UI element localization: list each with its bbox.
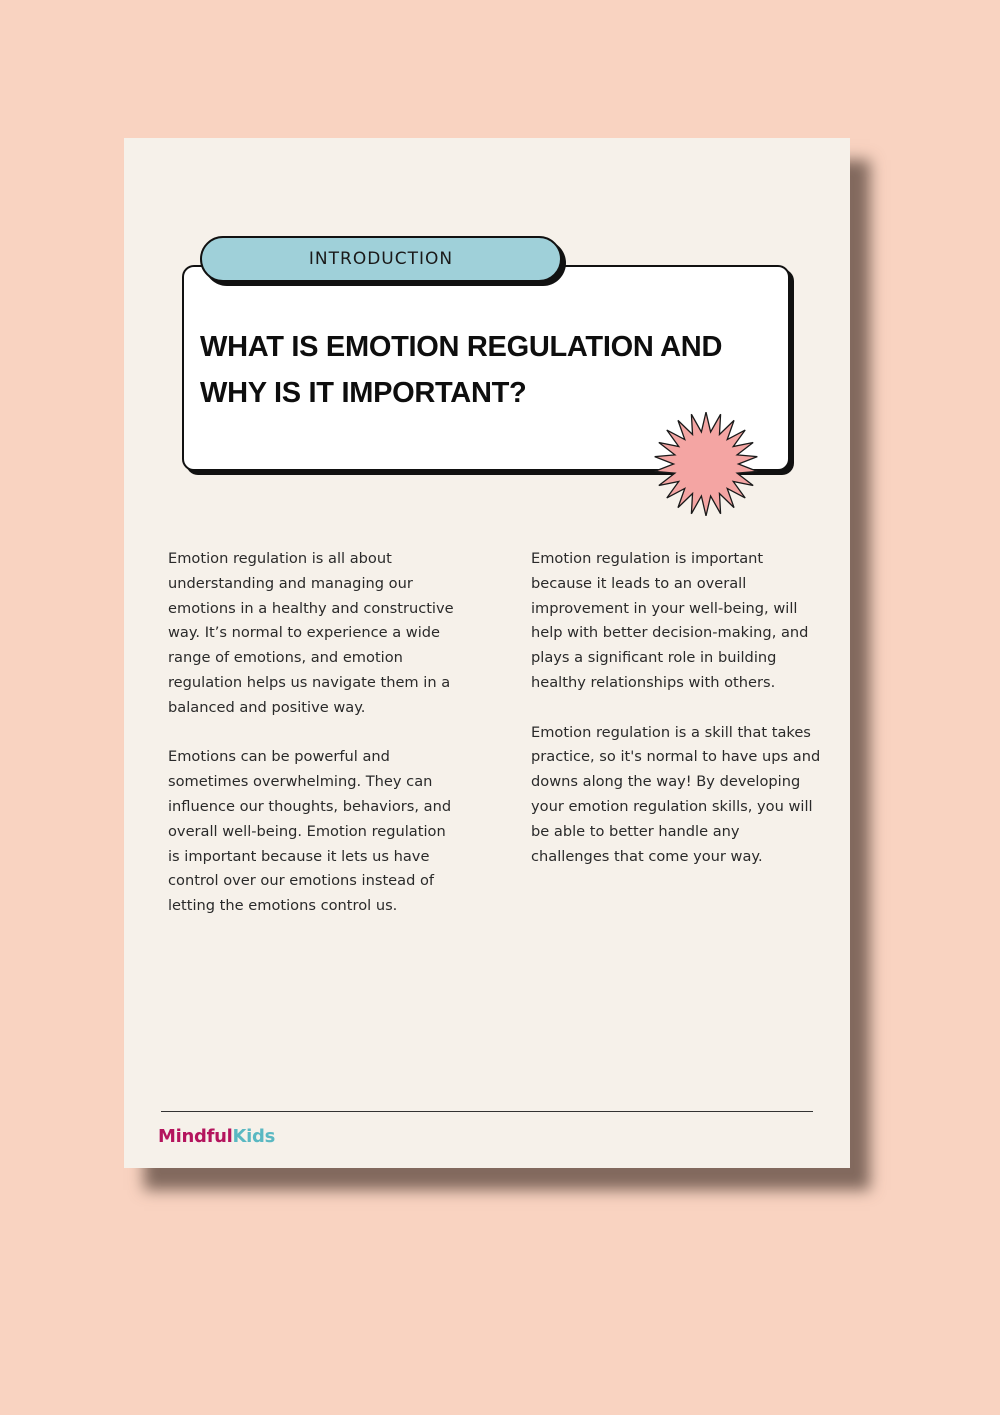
footer-divider [161,1111,813,1112]
section-label: INTRODUCTION [308,249,454,269]
left-column [168,547,458,944]
paragraph: Emotion regulation is a skill that takes practice, so it's normal to have ups and downs along the way! By developing your emotion regulation skills, you will be able to better handle any challenges that come your way. [531,723,821,865]
page-title: WHAT IS EMOTION REGULATION AND WHY IS IT IMPORTANT? [200,331,723,409]
paragraph: Emotion regulation is important because it leads to an overall improvement in your well-being, will help with better decision-making, and plays a significant role in building healthy relationships with others. [531,550,809,691]
logo-mindful: Mindful [158,1126,233,1147]
section-label-pill [200,236,562,282]
starburst-icon [652,410,760,518]
document-page [124,138,850,1168]
logo-kids: Kids [232,1126,276,1147]
paragraph: Emotion regulation is all about understanding and managing our emotions in a healthy and constructive way. It’s normal to experience a wide range of emotions, and emotion regulation helps us navigate them in a balanced and positive way. [168,550,454,716]
paragraph: Emotions can be powerful and sometimes overwhelming. They can influence our thoughts, behaviors, and overall well-being. Emotion regulation is important because it lets us have control over our emotions instead of letting the emotions control us. [168,748,452,915]
brand-logo [158,1126,275,1147]
right-column [531,547,821,894]
